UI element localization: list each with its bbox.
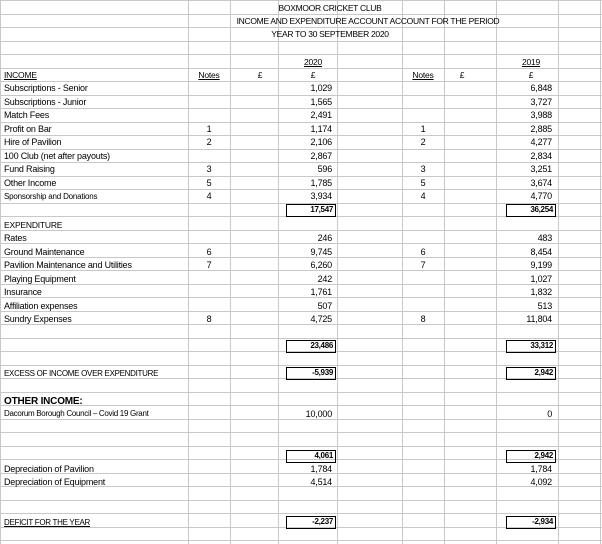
expenditure-heading: EXPENDITURE <box>4 220 63 230</box>
expenditure-row-value-2020: 6,260 <box>310 260 332 270</box>
expenditure-row-value-2019: 483 <box>537 233 552 243</box>
income-row-value-2020: 1,174 <box>310 123 332 134</box>
expenditure-row-label: Sundry Expenses <box>4 314 72 324</box>
expenditure-total-2019: 33,312 <box>506 340 556 353</box>
subtotal-2019: 2,942 <box>506 450 556 463</box>
grid-hline <box>0 338 602 339</box>
expenditure-row-value-2020: 1,761 <box>310 287 332 297</box>
pound-header-b: £ <box>459 70 465 80</box>
grid-hline <box>0 54 602 55</box>
income-row-value-2019: 6,848 <box>530 83 552 93</box>
income-row-label: Other Income <box>4 177 57 188</box>
depreciation-pavilion-2020: 1,784 <box>310 464 332 474</box>
grid-hline <box>0 135 602 136</box>
income-row-note-2019: 4 <box>420 191 426 201</box>
expenditure-row-note-2019: 7 <box>420 260 426 270</box>
grid-hline <box>0 365 602 366</box>
income-row-note-2019: 2 <box>420 137 426 147</box>
income-row-note-2019: 1 <box>420 123 426 134</box>
grant-2019: 0 <box>547 409 552 419</box>
grid-hline <box>0 392 602 393</box>
expenditure-row-value-2020: 246 <box>317 233 332 243</box>
income-row-value-2020: 1,029 <box>310 83 332 93</box>
grid-hline <box>0 81 602 82</box>
grid-hline <box>0 41 602 42</box>
grid-hline <box>0 432 602 433</box>
income-row-value-2019: 4,277 <box>530 137 552 147</box>
depreciation-equipment-2019: 4,092 <box>530 477 552 487</box>
income-row-label: Match Fees <box>4 110 50 120</box>
income-heading: INCOME <box>4 70 37 80</box>
depreciation-equipment-label: Depreciation of Equipment <box>4 477 106 487</box>
year-2019-header: 2019 <box>521 57 541 67</box>
year-2020-header: 2020 <box>303 57 323 67</box>
other-income-heading: OTHER INCOME: <box>4 396 83 407</box>
pound-header-2020: £ <box>310 70 316 80</box>
grid-hline <box>0 162 602 163</box>
income-row-value-2020: 2,491 <box>310 110 332 120</box>
grid-hline <box>0 0 602 1</box>
grid-hline <box>0 27 602 28</box>
grid-hline <box>0 108 602 109</box>
grid-hline <box>0 189 602 190</box>
income-row-value-2019: 3,727 <box>530 96 552 107</box>
expenditure-total-2020: 23,486 <box>286 340 336 353</box>
income-row-label: Subscriptions - Junior <box>4 96 87 107</box>
deficit-2019: -2,934 <box>506 516 556 529</box>
income-row-value-2019: 4,770 <box>530 191 552 201</box>
income-row-value-2019: 3,674 <box>530 177 552 188</box>
expenditure-row-value-2019: 1,832 <box>530 287 552 297</box>
income-row-label: Fund Raising <box>4 164 55 174</box>
pound-header-a: £ <box>257 70 263 80</box>
title-line-3: YEAR TO 30 SEPTEMBER 2020 <box>271 29 389 39</box>
income-row-label: Subscriptions - Senior <box>4 83 88 93</box>
income-row-value-2020: 3,934 <box>310 191 332 201</box>
expenditure-row-note-2019: 8 <box>420 314 426 324</box>
grid-hline <box>0 68 602 69</box>
income-row-note-2020: 4 <box>206 191 212 201</box>
expenditure-row-note-2020: 8 <box>206 314 212 324</box>
deficit-label: DEFICIT FOR THE YEAR <box>4 518 91 527</box>
notes-header-2019: Notes <box>412 70 434 80</box>
grid-hline <box>0 14 602 15</box>
income-row-note-2020: 5 <box>206 177 212 188</box>
expenditure-row-label: Ground Maintenance <box>4 246 85 257</box>
expenditure-row-value-2020: 9,745 <box>310 246 332 257</box>
income-row-value-2020: 2,867 <box>310 150 332 161</box>
income-row-label: 100 Club (net after payouts) <box>4 150 110 161</box>
income-row-value-2020: 1,785 <box>310 177 332 188</box>
grid-hline <box>0 540 602 541</box>
income-row-value-2019: 2,834 <box>530 150 552 161</box>
expenditure-row-label: Pavilion Maintenance and Utilities <box>4 260 132 270</box>
expenditure-row-note-2019: 6 <box>420 246 426 257</box>
notes-header-2020: Notes <box>198 70 220 80</box>
expenditure-row-value-2019: 8,454 <box>530 246 552 257</box>
income-row-label: Sponsorship and Donations <box>4 192 98 201</box>
grid-hline <box>0 446 602 447</box>
expenditure-row-label: Playing Equipment <box>4 273 76 284</box>
grid-hline <box>0 500 602 501</box>
income-row-value-2019: 3,251 <box>530 164 552 174</box>
income-row-note-2020: 2 <box>206 137 212 147</box>
income-total-2019: 36,254 <box>506 204 556 217</box>
expenditure-row-value-2020: 4,725 <box>310 314 332 324</box>
subtotal-2020: 4,061 <box>286 450 336 463</box>
income-row-note-2020: 3 <box>206 164 212 174</box>
grid-hline <box>0 513 602 514</box>
income-total-2020: 17,547 <box>286 204 336 217</box>
title-line-2: INCOME AND EXPENDITURE ACCOUNT ACCOUNT FOR THE PERIOD <box>236 16 500 26</box>
income-row-value-2019: 3,988 <box>530 110 552 120</box>
expenditure-row-value-2020: 242 <box>317 273 332 284</box>
expenditure-row-note-2020: 6 <box>206 246 212 257</box>
grid-hline <box>0 230 602 231</box>
pound-header-2019: £ <box>528 70 534 80</box>
income-row-value-2020: 596 <box>317 164 332 174</box>
income-row-note-2019: 5 <box>420 177 426 188</box>
income-row-label: Hire of Pavilion <box>4 137 62 147</box>
income-row-note-2020: 1 <box>206 123 212 134</box>
excess-2019: 2,942 <box>506 367 556 380</box>
expenditure-row-value-2019: 513 <box>537 300 552 311</box>
expenditure-row-note-2020: 7 <box>206 260 212 270</box>
income-row-note-2019: 3 <box>420 164 426 174</box>
expenditure-row-value-2019: 11,804 <box>526 314 552 324</box>
grid-hline <box>0 405 602 406</box>
grant-label: Dacorum Borough Council – Covid 19 Grant <box>4 409 149 418</box>
expenditure-row-label: Insurance <box>4 287 42 297</box>
income-row-value-2020: 1,565 <box>310 96 332 107</box>
deficit-2020: -2,237 <box>286 516 336 529</box>
expenditure-row-label: Affiliation expenses <box>4 300 78 311</box>
income-row-value-2020: 2,106 <box>310 137 332 147</box>
income-row-value-2019: 2,885 <box>530 123 552 134</box>
income-row-label: Profit on Bar <box>4 123 52 134</box>
grant-2020: 10,000 <box>305 409 332 419</box>
depreciation-pavilion-label: Depreciation of Pavilion <box>4 464 94 474</box>
expenditure-row-value-2019: 9,199 <box>530 260 552 270</box>
title-line-1: BOXMOOR CRICKET CLUB <box>278 3 382 13</box>
expenditure-row-value-2020: 507 <box>317 300 332 311</box>
depreciation-equipment-2020: 4,514 <box>310 477 332 487</box>
expenditure-row-label: Rates <box>4 233 27 243</box>
expenditure-row-value-2019: 1,027 <box>530 273 552 284</box>
excess-label: EXCESS OF INCOME OVER EXPENDITURE <box>4 369 159 378</box>
excess-2020: -5,939 <box>286 367 336 380</box>
depreciation-pavilion-2019: 1,784 <box>530 464 552 474</box>
